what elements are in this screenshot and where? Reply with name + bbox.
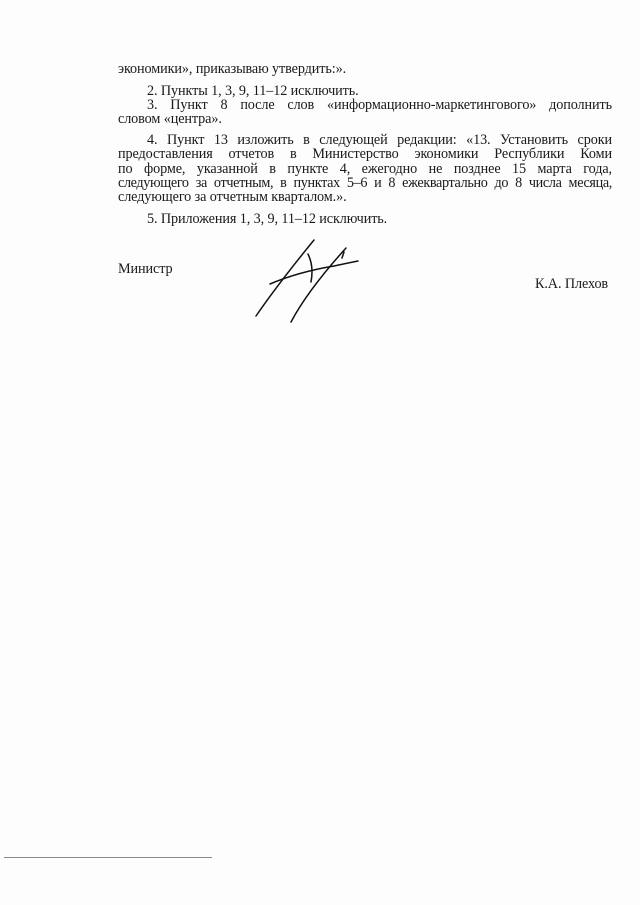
paragraph-line: экономики», приказываю утвердить:». [118,61,347,77]
paragraph-line: следующего за отчетным, в пунктах 5–6 и 8 ежеквартально до 8 числа месяца, [118,175,612,191]
paragraph-line: 5. Приложения 1, 3, 9, 11–12 исключить. [147,211,388,227]
paragraph-line: 3. Пункт 8 после слов «информационно-маркетингового» дополнить [147,97,612,113]
paragraph-line: словом «центра». [118,111,222,127]
signer-name: К.А. Плехов [535,276,609,292]
paragraph-line: 2. Пункты 1, 3, 9, 11–12 исключить. [147,83,359,99]
handwritten-signature [248,236,368,332]
footer-rule [4,857,212,858]
signer-position: Министр [118,261,173,277]
paragraph-line: следующего за отчетным кварталом.». [118,189,347,205]
paragraph-line: предоставления отчетов в Министерство экономики Республики Коми [118,146,612,162]
paragraph-line: по форме, указанной в пункте 4, ежегодно не позднее 15 марта года, [118,161,612,177]
paragraph-line: 4. Пункт 13 изложить в следующей редакции: «13. Установить сроки [147,132,612,148]
